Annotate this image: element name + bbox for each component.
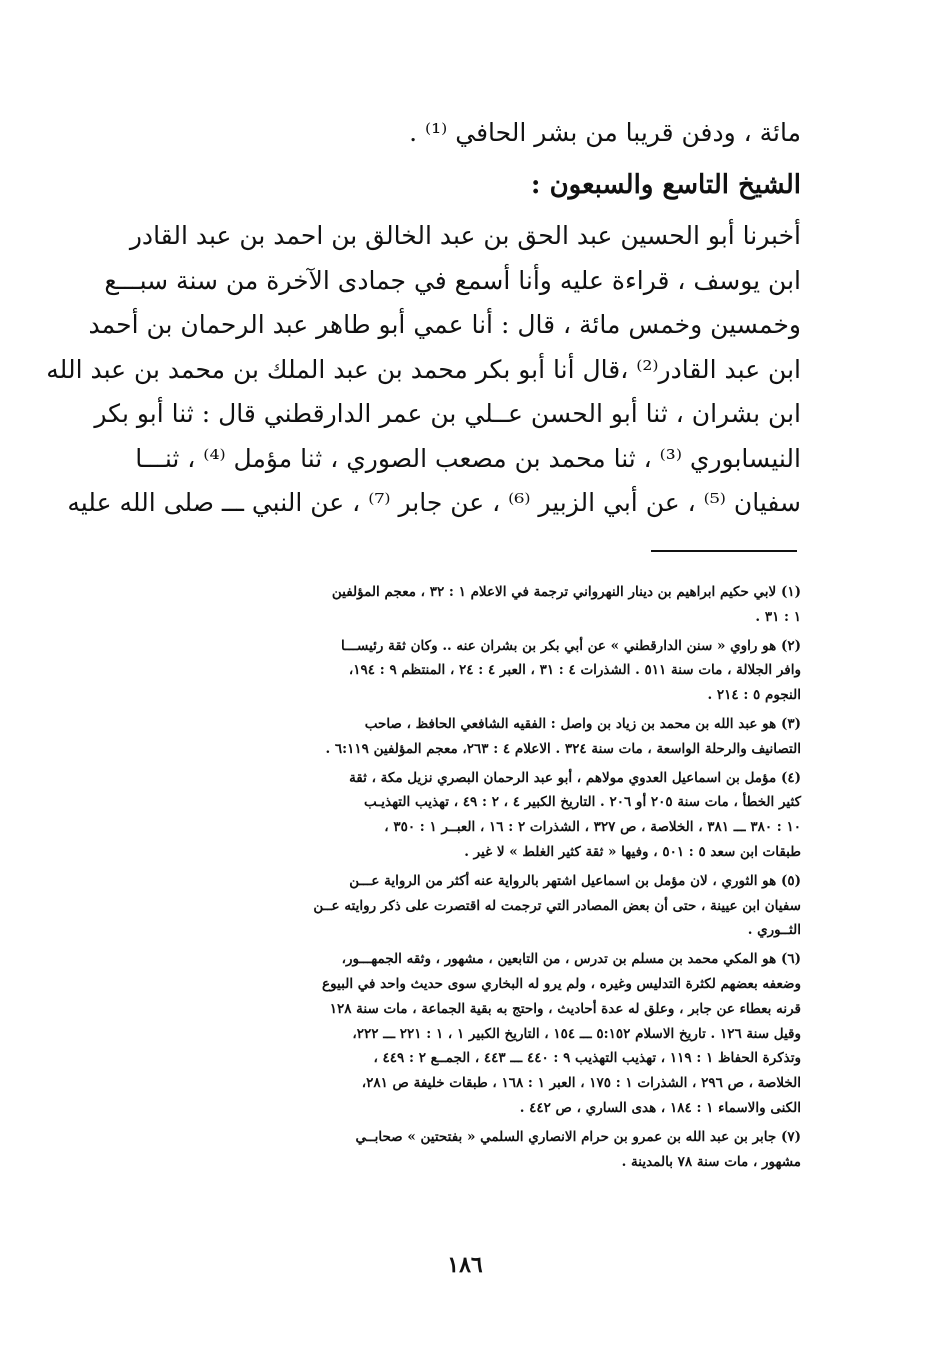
footnotes	[62, 580, 801, 1178]
footnote-line: التصانيف والرحلة الواسعة ، مات سنة ٣٢٤ . الاعلام ٤ : ٢٦٣، معجم المؤلفين ٦:١١٩ .	[325, 740, 801, 757]
body-line: ابن عبد القادر⁽²⁾ ،قال أنا أبو بكر محمد بن عبد الملك بن محمد بن عبد الله	[46, 354, 801, 384]
footnote-line: الخلاصة ، ص ٢٩٦ ، الشذرات ١ : ١٧٥ ، العبر ١ : ١٦٨ ، طبقات خليفة ص ٢٨١،	[361, 1075, 801, 1092]
body-line: النيسابوري ⁽³⁾ ، ثنا محمد بن مصعب الصوري ، ثنا مؤمل ⁽⁴⁾ ، ثنـــا	[135, 443, 801, 473]
main-first-line: مائة ، ودفن قريبا من بشر الحافي ⁽¹⁾ .	[409, 118, 801, 147]
footnote-line: قرنه بعطاء عن جابر ، وعلق له عدة أحاديث ، واحتج به بقية الجماعة ، مات سنة ١٢٨	[329, 1000, 801, 1017]
footnote-4	[62, 766, 801, 865]
footnote-line: وتذكرة الحفاظ ١ : ١١٩ ، تهذيب التهذيب ٩ : ٤٤٠ ـــ ٤٤٣ ، الجمــع ٢ : ٤٤٩ ،	[373, 1050, 801, 1067]
main-body	[46, 214, 801, 526]
footnote-line: الثــوري .	[747, 922, 801, 939]
footnote-line: وقيل سنة ١٢٦ . تاريخ الاسلام ٥:١٥٢ ـــ ١٥٤ ، التاريخ الكبير ١ ، ١ : ٢٢١ ـــ ٢٢٢،	[352, 1025, 801, 1042]
body-line: ابن يوسف ، قراءة عليه وأنا أسمع في جمادى الآخرة من سنة سبـــع	[104, 265, 801, 295]
footnote-line: وضعفه بعضهم لكثرة التدليس وغيره ، ولم يرو له البخاري سوى حديث واحد في البيوع	[322, 975, 801, 992]
main-text	[46, 112, 801, 526]
footnote-line: وافر الجلالة ، مات سنة ٥١١ . الشذرات ٤ : ٣١ ، العبر ٤ : ٢٤ ، المنتظم ٩ : ١٩٤،	[348, 662, 801, 679]
footnote-line: النجوم ٥ : ٢١٤ .	[707, 687, 801, 704]
body-line: سفيان ⁽⁵⁾ ، عن أبي الزبير ⁽⁶⁾ ، عن جابر ⁽⁷⁾ ، عن النبي ـــ صلى الله عليه	[67, 488, 801, 517]
body-line: وخمسين وخمس مائة ، قال : أنا عمي أبو طاهر عبد الرحمان بن أحمد	[88, 310, 801, 339]
footnote-line: ١ : ٣١ .	[755, 608, 801, 625]
footnote-line: (١) لابي حكيم ابراهيم بن دينار النهرواني ترجمة في الاعلام ١ : ٣٢ ، معجم المؤلفين	[331, 584, 801, 600]
footnote-line: كثير الخطأ ، مات سنة ٢٠٥ أو ٢٠٦ . التاريخ الكبير ٤ ، ٢ : ٤٩ ، تهذيب التهذيـب	[364, 794, 801, 811]
footnote-line: (٣) هو عبد الله بن محمد بن زياد بن واصل : الفقيه الشافعي الحافظ ، صاحب	[364, 715, 801, 732]
footnote-3	[62, 712, 801, 762]
footnote-line: سفيان ابن عيينة ، حتى أن بعض المصادر التي ترجمت له اقتصرت على ذكر روايته عــن	[313, 897, 801, 914]
footnote-line: (٢) هو راوي « سنن الدارقطني » عن أبي بكر بن بشران عنه .. وكان ثقة رئيســـا	[341, 637, 801, 654]
body-line: ابن بشران ، ثنا أبو الحسن عــلي بن عمر الدارقطني قال : ثنا أبو بكر	[94, 399, 801, 428]
section-heading: الشيخ التاسع والسبعون :	[530, 170, 801, 200]
footnote-7	[62, 1125, 801, 1175]
footnote-1	[62, 580, 801, 630]
footnote-separator	[651, 550, 797, 552]
footnote-line: ١٠ : ٣٨٠ ـــ ٣٨١ ، الخلاصة ، ص ٣٢٧ ، الشذرات ٢ : ١٦ ، العبــر ١ : ٣٥٠ ،	[384, 819, 801, 836]
body-line: أخبرنا أبو الحسين عبد الحق بن عبد الخالق بن احمد بن عبد القادر	[129, 221, 801, 250]
footnote-line: (٥) هو الثوري ، لان مؤمل بن اسماعيل اشتهر بالرواية عنه أكثر من الرواية عـــن	[349, 872, 801, 889]
footnote-5	[62, 869, 801, 943]
footnote-6	[62, 947, 801, 1121]
footnote-line: الكنى والاسماء ١ : ١٨٤ ، هدى الساري ، ص ٤٤٢ .	[519, 1099, 801, 1116]
footnote-line: مشهور ، مات سنة ٧٨ بالمدينة .	[621, 1153, 801, 1170]
footnote-line: (٧) جابر بن عبد الله بن عمرو بن حرام الانصاري السلمي « بفتحتين » صحابــي	[355, 1128, 801, 1145]
footnote-line: (٤) مؤمل بن اسماعيل العدوي مولاهم ، أبو عبد الرحمان البصري نزيل مكة ، ثقة	[349, 769, 801, 786]
footnote-line: (٦) هو المكي محمد بن مسلم بن تدرس ، من التابعين ، مشهور ، وثقه الجمهـــور،	[341, 951, 801, 968]
footnote-line: طبقات ابن سعد ٥ : ٥٠١ ، وفيها « ثقة كثير الغلط » لا غير .	[464, 843, 801, 860]
footnote-2	[62, 634, 801, 708]
page-number: ١٨٦	[447, 1252, 483, 1278]
